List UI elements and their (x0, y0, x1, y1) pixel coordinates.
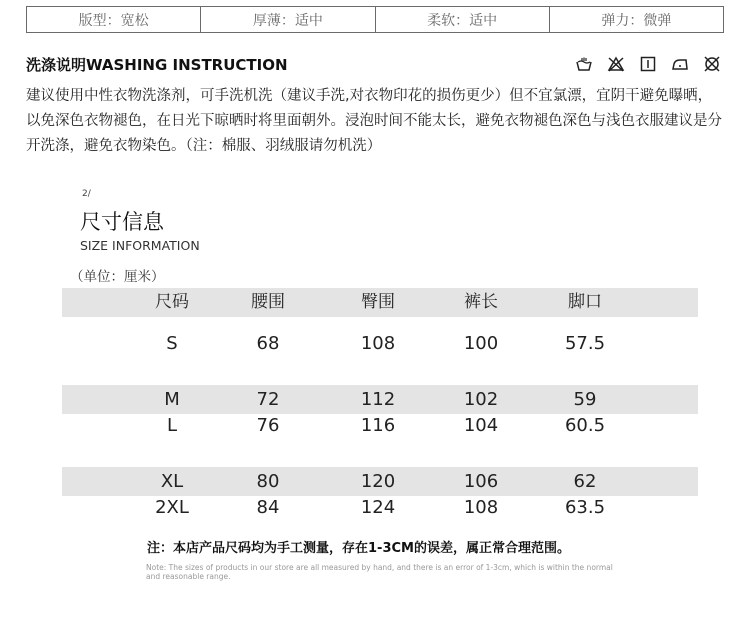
attr-label: 柔软 (427, 12, 456, 29)
table-cell: 108 (463, 496, 499, 518)
header-waist: 腰围 (251, 292, 285, 312)
no-dry-clean-icon (703, 56, 721, 72)
table-cell: 59 (573, 389, 597, 410)
table-row (62, 407, 698, 443)
table-cell: 112 (360, 389, 396, 410)
washing-icons (575, 56, 721, 72)
table-cell: 72 (256, 389, 280, 410)
section-number: 2/ (82, 189, 91, 199)
washing-text: 建议使用中性衣物洗涤剂，可手洗机洗（建议手洗,对衣物印花的损伤更少）但不宜氯漂，宜阴干避免曝晒，以免深色衣物褪色，在日光下晾晒时将里面朝外。浸泡时间不能太长，避免衣物褪色深色与浅色衣服建议是分开洗涤，避免衣物染色。（注：棉服、羽绒服请勿机洗） (26, 88, 722, 154)
attr-value: 宽松 (120, 12, 149, 29)
table-cell: 104 (463, 414, 499, 436)
table-cell: L (166, 414, 178, 436)
tumble-dry-icon (639, 56, 657, 72)
attr-cell-fit: 版型 ： 宽松 (27, 7, 201, 32)
table-cell: XL (160, 471, 184, 492)
unit-label: （单位：厘米） (70, 269, 165, 285)
attr-value: 微弹 (643, 12, 672, 29)
table-cell: 106 (463, 471, 499, 492)
iron-icon (671, 56, 689, 72)
section-subtitle: SIZE INFORMATION (80, 238, 200, 253)
table-row (62, 489, 698, 525)
table-cell: 68 (256, 332, 280, 354)
attr-label: 弹力 (601, 12, 630, 29)
table-cell: 100 (463, 332, 499, 354)
table-cell: 2XL (155, 496, 189, 518)
table-cell: 60.5 (564, 414, 606, 436)
note-chinese: 注：本店产品尺码均为手工测量，存在1-3CM的误差，属正常合理范围。 (147, 541, 570, 556)
table-cell: 124 (360, 496, 396, 518)
table-row (62, 325, 698, 361)
table-cell: 62 (573, 471, 597, 492)
table-header-row (62, 288, 698, 317)
table-cell: M (164, 389, 180, 410)
header-hip: 臀围 (361, 292, 395, 312)
no-bleach-icon (607, 56, 625, 72)
washing-title: 洗涤说明WASHING INSTRUCTION (26, 56, 288, 74)
attr-value: 适中 (469, 12, 498, 29)
attr-label: 厚薄 (252, 12, 281, 29)
size-table (62, 288, 698, 317)
attr-label: 版型 (78, 12, 107, 29)
attr-value: 适中 (294, 12, 323, 29)
table-cell: 76 (256, 414, 280, 436)
attribute-bar (26, 6, 724, 33)
table-cell: 57.5 (564, 332, 606, 354)
table-cell: 120 (360, 471, 396, 492)
header-size: 尺码 (155, 292, 189, 312)
table-cell: S (166, 332, 178, 354)
table-cell: 63.5 (564, 496, 606, 518)
attr-cell-elasticity: 弹力 ： 微弹 (550, 7, 723, 32)
table-cell: 116 (360, 414, 396, 436)
note-english: Note: The sizes of products in our store are all measured by hand, and there is an error of 1-3cm, which is within the normal and reasonable range. (146, 563, 613, 581)
section-title: 尺寸信息 (80, 210, 164, 234)
header-length: 裤长 (464, 292, 498, 312)
header-hem: 脚口 (568, 292, 602, 312)
hand-wash-icon (575, 56, 593, 72)
table-cell: 80 (256, 471, 280, 492)
table-cell: 84 (256, 496, 280, 518)
table-cell: 102 (463, 389, 499, 410)
table-cell: 108 (360, 332, 396, 354)
attr-cell-softness: 柔软 ： 适中 (376, 7, 550, 32)
attr-cell-thickness: 厚薄 ： 适中 (201, 7, 375, 32)
